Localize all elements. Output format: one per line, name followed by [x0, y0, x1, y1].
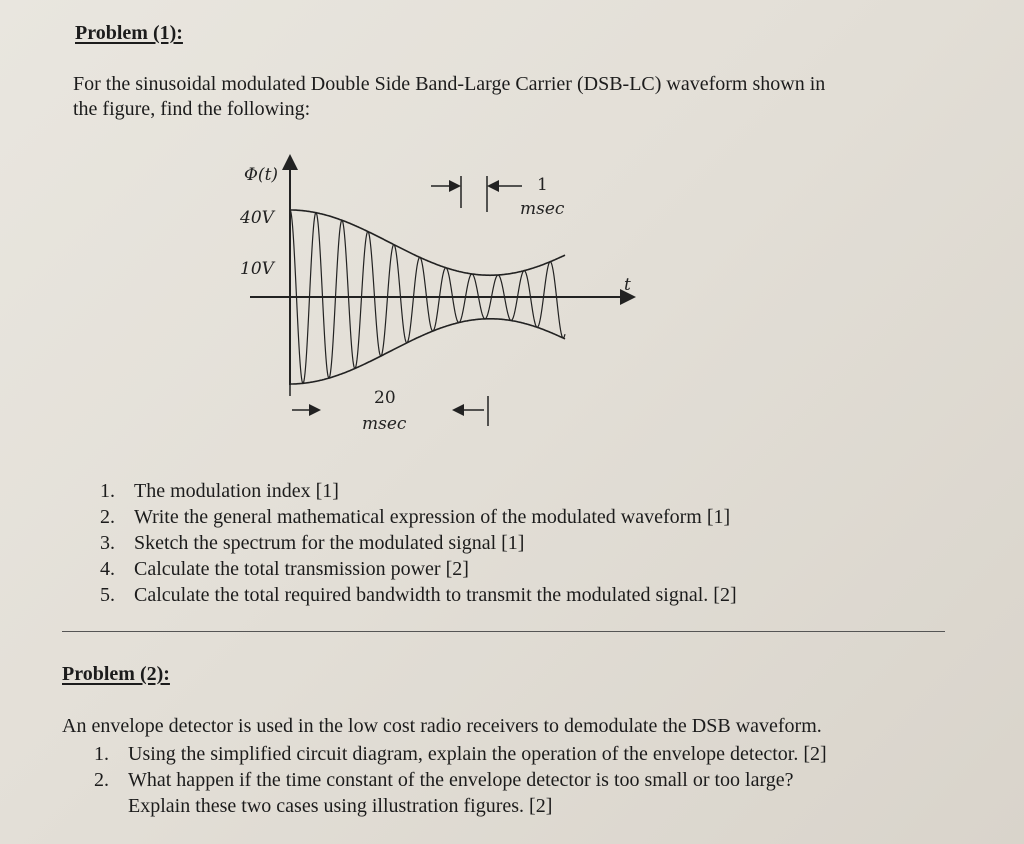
carrier-period-value: 1: [537, 175, 548, 195]
section-divider: [62, 631, 945, 632]
problem2-question-list: [94, 741, 827, 819]
problem2-intro: An envelope detector is used in the low cost radio receivers to demodulate the DSB waveform.: [62, 715, 822, 737]
problem1-item: 4. Calculate the total transmission power [2]: [100, 558, 469, 580]
problem2-item: 2. What happen if the time constant of the envelope detector is too small or too large?: [94, 769, 794, 791]
y-axis-label: Φ(t): [244, 165, 279, 185]
max-voltage-label: 40V: [240, 208, 274, 228]
carrier-period-unit: msec: [520, 199, 565, 219]
problem1-question-list: [100, 478, 737, 608]
problem1-intro-line1: For the sinusoidal modulated Double Side Band-Large Carrier (DSB-LC) waveform shown in: [73, 73, 826, 95]
mod-period-value: 20: [374, 388, 396, 408]
problem1-heading: Problem (1):: [75, 22, 183, 44]
problem1-item: 1. The modulation index [1]: [100, 480, 339, 502]
time-axis-label: t: [624, 275, 631, 295]
problem1-item: 5. Calculate the total required bandwidth to transmit the modulated signal. [2]: [100, 584, 737, 606]
problem2-item: 1. Using the simplified circuit diagram, explain the operation of the envelope detector. [2]: [94, 743, 827, 765]
problem1-item: 2. Write the general mathematical expression of the modulated waveform [1]: [100, 506, 731, 528]
envelope-upper: [290, 210, 565, 275]
problem1-item: 3. Sketch the spectrum for the modulated signal [1]: [100, 532, 525, 554]
problem2-item-continuation: Explain these two cases using illustration figures. [2]: [128, 795, 553, 817]
problem1-intro-line2: the figure, find the following:: [73, 98, 311, 120]
mod-period-unit: msec: [362, 414, 407, 434]
envelope-lower: [290, 319, 565, 384]
min-voltage-label: 10V: [240, 259, 274, 279]
problem2-heading: Problem (2):: [62, 663, 170, 685]
